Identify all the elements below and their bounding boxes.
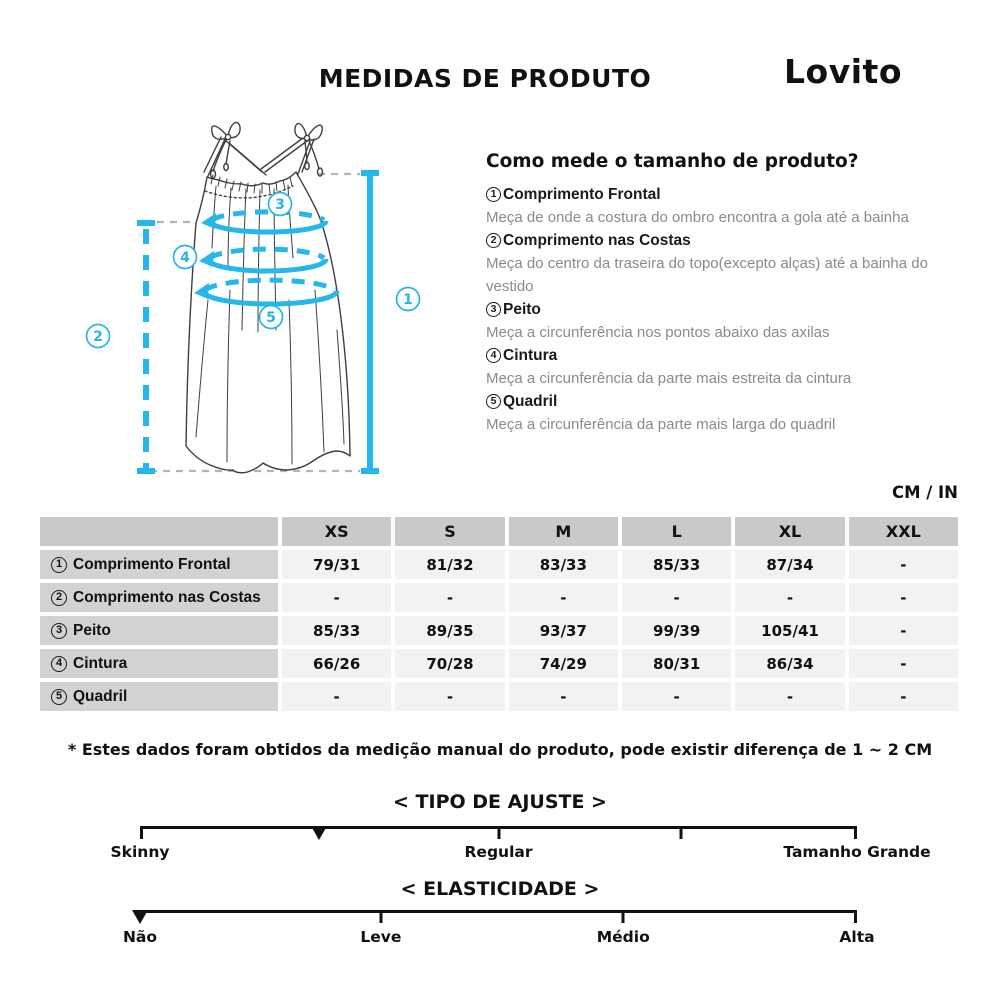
- table-cell: -: [849, 616, 958, 645]
- scale-end-tick: [854, 826, 857, 839]
- front-length-measure-line: [361, 173, 379, 471]
- guide-item-label: Cintura: [503, 347, 558, 364]
- table-cell: -: [735, 583, 844, 612]
- measuring-guide: [486, 151, 968, 436]
- table-cell: -: [849, 649, 958, 678]
- scale-tick: [379, 910, 382, 923]
- table-cell: 66/26: [282, 649, 391, 678]
- column-header: XL: [735, 517, 844, 546]
- circled-number-icon: 3: [486, 302, 501, 317]
- table-cell: 81/32: [395, 550, 504, 579]
- stretch-scale-title: < ELASTICIDADE >: [400, 878, 600, 900]
- guide-item-desc: Meça a circunferência da parte mais estreita da cintura: [486, 370, 852, 387]
- table-cell: -: [622, 583, 731, 612]
- circled-number-icon: 5: [51, 689, 67, 705]
- scale-tick: [497, 826, 500, 839]
- guide-item-label: Quadril: [503, 393, 558, 410]
- column-header: XS: [282, 517, 391, 546]
- table-cell: -: [395, 583, 504, 612]
- table-cell: 99/39: [622, 616, 731, 645]
- callout-3: 3: [275, 197, 285, 213]
- table-cell: -: [282, 583, 391, 612]
- brand-logo: Lovito: [784, 52, 902, 91]
- circled-number-icon: 1: [486, 187, 501, 202]
- table-cell: 89/35: [395, 616, 504, 645]
- table-cell: 85/33: [622, 550, 731, 579]
- scale-end-tick: [140, 826, 143, 839]
- guide-item-desc: Meça a circunferência da parte mais larga do quadril: [486, 416, 836, 433]
- guide-item: [486, 390, 968, 436]
- guide-heading: Como mede o tamanho de produto?: [486, 151, 859, 172]
- guide-item-desc: Meça a circunferência nos pontos abaixo das axilas: [486, 324, 830, 341]
- row-label: 3 Peito: [40, 616, 278, 645]
- fit-scale-label: Skinny: [110, 843, 170, 861]
- guide-item-label: Comprimento Frontal: [503, 186, 661, 203]
- page-title: MEDIDAS DE PRODUTO: [318, 64, 652, 93]
- table-cell: 105/41: [735, 616, 844, 645]
- fit-scale-labels: [110, 843, 931, 863]
- row-label: 2 Comprimento nas Costas: [40, 583, 278, 612]
- guide-item: [486, 298, 968, 344]
- dress-measurement-diagram: [40, 118, 480, 510]
- table-cell: 79/31: [282, 550, 391, 579]
- fit-scale-label: Regular: [464, 843, 533, 861]
- guide-item-desc: Meça do centro da traseira do topo(excepto alças) até a bainha do vestido: [486, 255, 928, 295]
- guide-item-label: Comprimento nas Costas: [503, 232, 691, 249]
- column-header: L: [622, 517, 731, 546]
- stretch-scale-label: Alta: [839, 928, 875, 946]
- table-cell: -: [849, 682, 958, 711]
- table-cell: -: [849, 583, 958, 612]
- stretch-scale-labels: [122, 928, 875, 948]
- table-cell: -: [282, 682, 391, 711]
- table-cell: -: [509, 682, 618, 711]
- stretch-scale-label: Não: [122, 928, 158, 946]
- fit-scale-title: < TIPO DE AJUSTE >: [393, 791, 607, 813]
- table-cell: -: [735, 682, 844, 711]
- scale-tick: [680, 826, 683, 839]
- unit-label: CM / IN: [892, 483, 958, 502]
- row-label: 5 Quadril: [40, 682, 278, 711]
- circled-number-icon: 5: [486, 394, 501, 409]
- callout-5: 5: [266, 310, 276, 326]
- table-corner-cell: [40, 517, 278, 546]
- circled-number-icon: 3: [51, 623, 67, 639]
- callout-4: 4: [180, 250, 190, 266]
- measurement-note: * Estes dados foram obtidos da medição manual do produto, pode existir diferença de 1 ~ 2 CM: [67, 740, 933, 759]
- row-label: 1 Comprimento Frontal: [40, 550, 278, 579]
- stretch-scale-label: Leve: [360, 928, 402, 946]
- table-cell: 87/34: [735, 550, 844, 579]
- circled-number-icon: 4: [486, 348, 501, 363]
- fit-scale: [140, 826, 857, 829]
- circled-number-icon: 2: [486, 233, 501, 248]
- column-header: S: [395, 517, 504, 546]
- table-cell: 74/29: [509, 649, 618, 678]
- table-cell: -: [622, 682, 731, 711]
- guide-item: [486, 183, 968, 229]
- table-cell: 85/33: [282, 616, 391, 645]
- circled-number-icon: 4: [51, 656, 67, 672]
- stretch-scale: [140, 910, 857, 913]
- callout-2: 2: [93, 329, 103, 345]
- table-cell: -: [395, 682, 504, 711]
- table-cell: 83/33: [509, 550, 618, 579]
- triangle-marker-icon: [132, 910, 148, 924]
- scale-end-tick: [854, 910, 857, 923]
- back-length-measure-line: [137, 223, 155, 471]
- column-header: M: [509, 517, 618, 546]
- callout-1: 1: [403, 292, 413, 308]
- table-cell: 93/37: [509, 616, 618, 645]
- stretch-scale-label: Médio: [596, 928, 650, 946]
- guide-item: [486, 229, 968, 298]
- fit-scale-label: Tamanho Grande: [783, 843, 931, 861]
- table-cell: 80/31: [622, 649, 731, 678]
- row-label: 4 Cintura: [40, 649, 278, 678]
- guide-item-desc: Meça de onde a costura do ombro encontra a gola até a bainha: [486, 209, 909, 226]
- table-cell: 86/34: [735, 649, 844, 678]
- guide-item: [486, 344, 968, 390]
- circled-number-icon: 2: [51, 590, 67, 606]
- column-header: XXL: [849, 517, 958, 546]
- triangle-marker-icon: [311, 826, 327, 840]
- table-cell: -: [849, 550, 958, 579]
- circled-number-icon: 1: [51, 557, 67, 573]
- size-table: [40, 517, 958, 711]
- guide-item-label: Peito: [503, 301, 541, 318]
- table-cell: -: [509, 583, 618, 612]
- table-cell: 70/28: [395, 649, 504, 678]
- scale-tick: [622, 910, 625, 923]
